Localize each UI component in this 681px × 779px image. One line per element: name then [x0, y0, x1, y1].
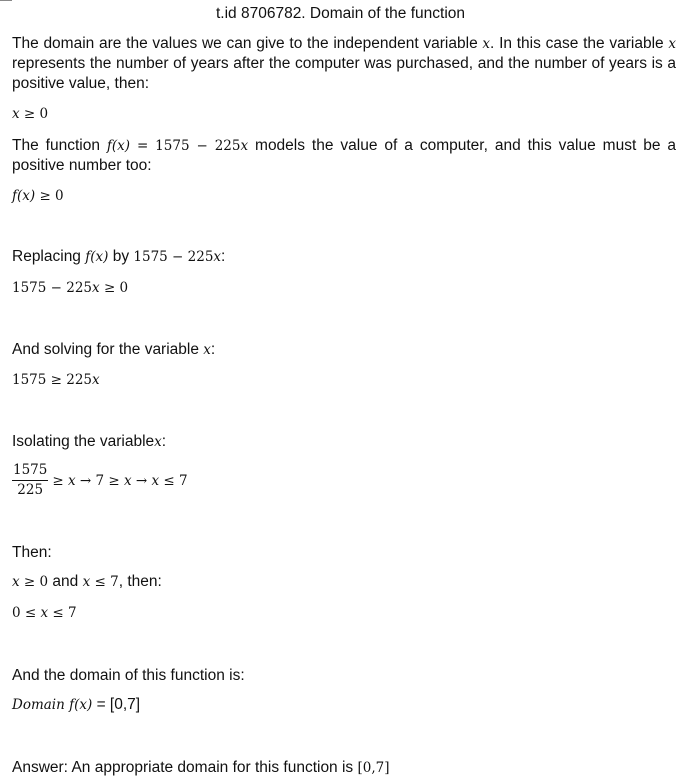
isolating-line: Isolating the variablex: [12, 433, 167, 450]
range-inequality: 0 ≤ x ≤ 7 [12, 605, 77, 621]
inequality-f-nonnegative: f(x) ≥ 0 [12, 188, 64, 204]
answer-line: Answer: An appropriate domain for this function is [0,7] [12, 759, 390, 776]
fraction [12, 461, 48, 500]
fraction-inequality [12, 461, 188, 500]
page-title: t.id 8706782. Domain of the function [215, 5, 466, 22]
fraction-chain: ≥ x → 7 ≥ x → x ≤ 7 [52, 472, 188, 489]
fraction-numerator: 1575 [12, 461, 48, 481]
solving-line: And solving for the variable x: [12, 341, 216, 358]
intro-paragraph: The domain are the values we can give to the independent variable x. In this case the variable x represents the number of years after the computer was purchased, and the number of years is a positive value, then: [12, 35, 676, 92]
combined-conditions: x ≥ 0 and x ≤ 7, then: [12, 573, 162, 590]
then-label: Then: [12, 544, 52, 561]
domain-intro: And the domain of this function is: [12, 667, 245, 684]
corner-mark [0, 0, 12, 1]
inequality-x-nonnegative: x ≥ 0 [12, 106, 49, 122]
function-paragraph: The function f(x) = 1575 − 225x models the value of a computer, and this value must be a positive number too: [12, 137, 676, 174]
replacing-line: Replacing f(x) by 1575 − 225x: [12, 248, 226, 265]
domain-result: Domain f(x) = [0,7] [12, 696, 141, 713]
inequality-solved: 1575 ≥ 225x [12, 372, 100, 388]
inequality-expression: 1575 − 225x ≥ 0 [12, 280, 129, 296]
fraction-denominator: 225 [17, 482, 44, 498]
